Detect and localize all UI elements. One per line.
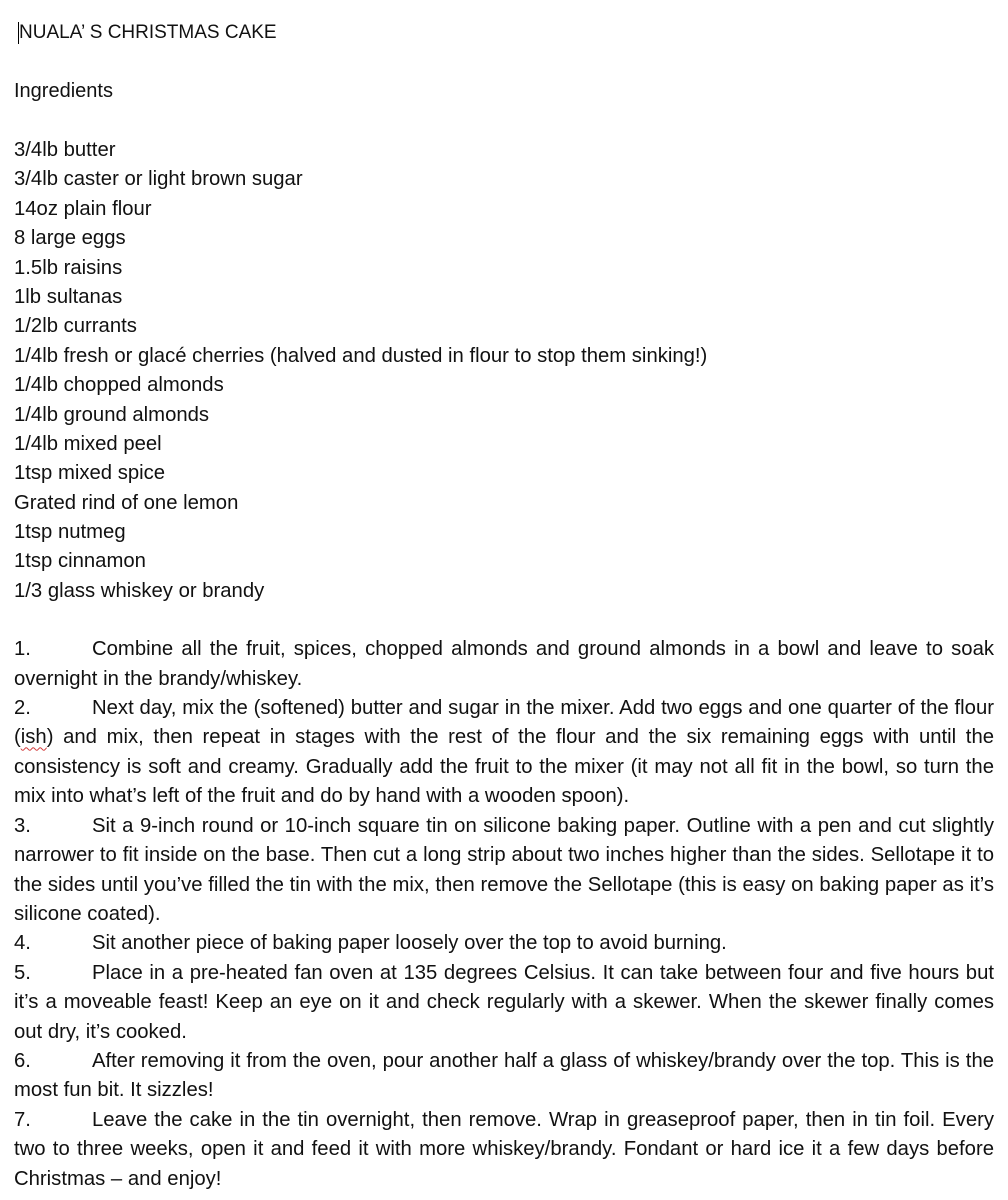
ingredients-list [14, 136, 994, 606]
step-number: 1. [14, 638, 31, 661]
ingredient-item: 1/3 glass whiskey or brandy [14, 579, 265, 602]
recipe-title: NUALA’ S CHRISTMAS CAKE [19, 22, 277, 43]
method-step [14, 959, 994, 1047]
ingredient-item: 1lb sultanas [14, 285, 123, 308]
ingredient-item: 1/2lb currants [14, 315, 137, 338]
ingredient-item: 1tsp mixed spice [14, 462, 166, 485]
step-number: 3. [14, 814, 31, 837]
method-steps [14, 635, 994, 1194]
step-text: Leave the cake in the tin overnight, then remove. Wrap in greaseproof paper, then in tin foil. Every two to three weeks, open it and feed it with more whiskey/brandy. Fondant or hard ice it a few days before Christmas – and enjoy! [14, 1108, 994, 1190]
step-number: 2. [14, 697, 31, 720]
step-text: Sit another piece of baking paper loosely over the top to avoid burning. [92, 932, 727, 955]
document-body[interactable] [14, 18, 994, 1194]
step-text: Next day, mix the (softened) butter and sugar in the mixer. Add two eggs and one quarter of the flour ( [14, 697, 994, 749]
ingredient-item: 1tsp nutmeg [14, 521, 126, 544]
method-step [14, 929, 994, 958]
ingredient-item: 1.5lb raisins [14, 256, 123, 279]
method-step [14, 1106, 994, 1194]
step-text: Combine all the fruit, spices, chopped almonds and ground almonds in a bowl and leave to soak overnight in the brandy/whiskey. [14, 638, 994, 690]
ingredient-item: 1/4lb ground almonds [14, 403, 210, 426]
step-text-continued: ) and mix, then repeat in stages with the rest of the flour and the six remaining eggs with until the consistency is soft and creamy. Gradually add the fruit to the mixer (it may not all fit in the bowl, so turn the mix into what’s left of the fruit and do by hand with a wooden spoon). [14, 726, 994, 808]
ingredient-item: 1tsp cinnamon [14, 550, 146, 573]
ingredient-item: 14oz plain flour [14, 197, 152, 220]
step-number: 5. [14, 961, 31, 984]
text-cursor [18, 22, 19, 44]
ingredient-item: 1/4lb chopped almonds [14, 374, 224, 397]
step-text: Place in a pre-heated fan oven at 135 degrees Celsius. It can take between four and five hours but it’s a moveable feast! Keep an eye on it and check regularly with a skewer. When the skewer finally comes out dry, it’s cooked. [14, 961, 994, 1043]
ingredient-item: 1/4lb fresh or glacé cherries (halved and dusted in flour to stop them sinking!) [14, 344, 708, 367]
ingredient-item: 1/4lb mixed peel [14, 432, 162, 455]
step-text: After removing it from the oven, pour another half a glass of whiskey/brandy over the top. This is the most fun bit. It sizzles! [14, 1049, 994, 1102]
ingredient-item: Grated rind of one lemon [14, 491, 239, 514]
step-number: 6. [14, 1049, 31, 1072]
ingredient-item: 8 large eggs [14, 227, 126, 250]
step-number: 7. [14, 1108, 31, 1131]
title-line[interactable] [14, 18, 994, 47]
step-number: 4. [14, 932, 31, 955]
method-step [14, 694, 994, 812]
ingredients-heading: Ingredients [14, 80, 113, 102]
spelling-flagged-word[interactable]: ish [20, 726, 47, 749]
ingredient-item: 3/4lb caster or light brown sugar [14, 168, 303, 191]
method-step [14, 812, 994, 930]
method-step [14, 1047, 994, 1106]
ingredient-item: 3/4lb butter [14, 139, 116, 161]
method-step [14, 635, 994, 694]
step-text: Sit a 9-inch round or 10-inch square tin on silicone baking paper. Outline with a pen and cut slightly narrower to fit inside on the base. Then cut a long strip about two inches higher than the sides. Sellotape it to the sides until you’ve filled the tin with the mix, then remove the Sellotape (this is easy on baking paper as it’s silicone coated). [14, 814, 994, 925]
